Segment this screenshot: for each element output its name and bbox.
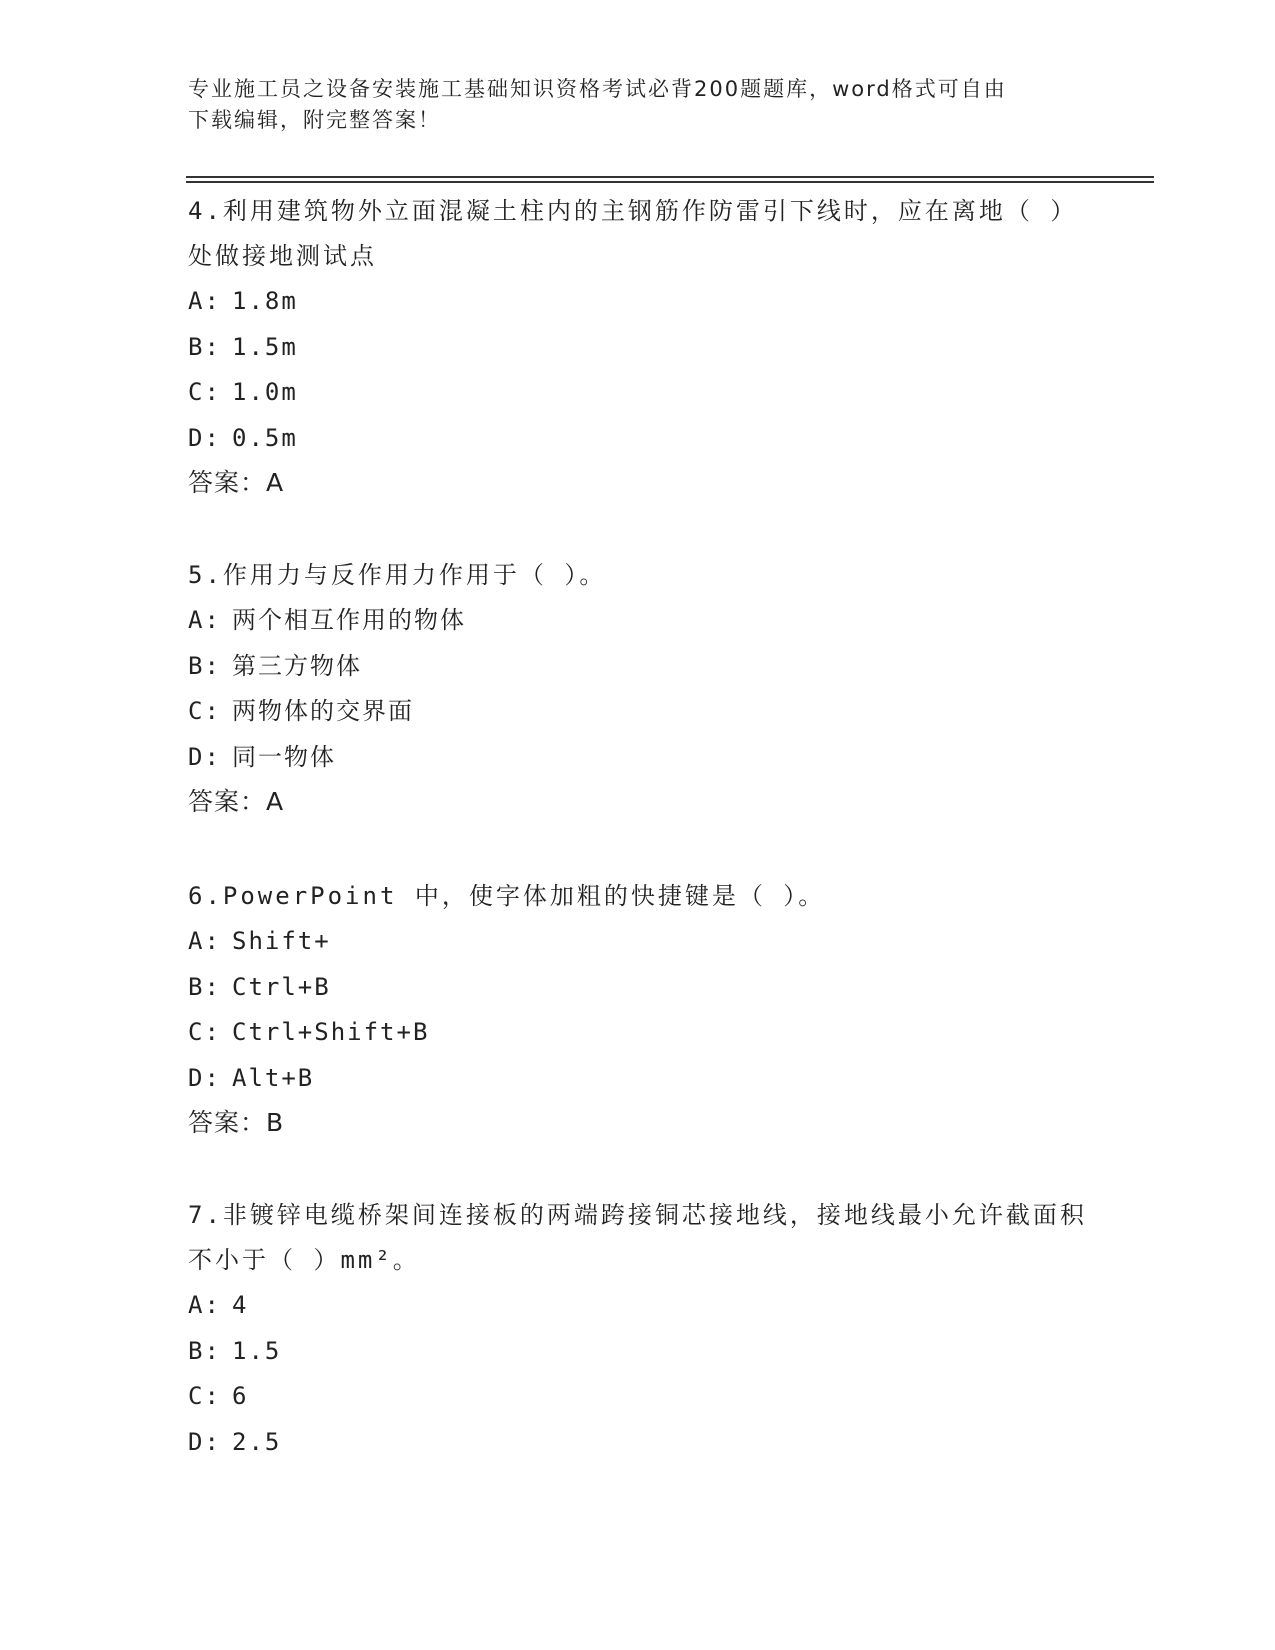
option-text: 1.0m bbox=[232, 378, 298, 406]
option-text: 0.5m bbox=[232, 423, 298, 452]
option-key: C: bbox=[188, 378, 221, 406]
option-text: 2.5 bbox=[232, 1427, 282, 1456]
question-stem: 7.非镀锌电缆桥架间连接板的两端跨接铜芯接地线，接地线最小允许截面积不小于（ ）mm²。 bbox=[188, 1201, 1087, 1274]
header-divider-bottom bbox=[186, 181, 1154, 183]
option-text: Alt+B bbox=[232, 1063, 315, 1092]
option-d bbox=[188, 416, 1088, 462]
option-key: C: bbox=[188, 1018, 221, 1046]
option-key: C: bbox=[188, 1382, 221, 1410]
option-text: 第三方物体 bbox=[232, 651, 362, 680]
answer-line: 答案：A bbox=[188, 787, 285, 816]
option-c bbox=[188, 1010, 1088, 1056]
document-header bbox=[188, 74, 1068, 136]
header-line-1: 专业施工员之设备安装施工基础知识资格考试必背200题题库，word格式可自由 bbox=[188, 77, 1007, 101]
option-key: B: bbox=[188, 332, 221, 361]
option-c bbox=[188, 689, 1088, 735]
option-b bbox=[188, 1329, 1088, 1375]
option-text: 两物体的交界面 bbox=[232, 697, 414, 725]
question-4 bbox=[188, 189, 1088, 505]
option-key: A: bbox=[188, 606, 221, 634]
option-key: B: bbox=[188, 1336, 221, 1365]
option-key: A: bbox=[188, 927, 221, 955]
option-key: A: bbox=[188, 287, 221, 315]
question-stem: 5.作用力与反作用力作用于（ ）。 bbox=[188, 561, 607, 589]
option-d bbox=[188, 1420, 1088, 1466]
option-key: D: bbox=[188, 1063, 221, 1092]
option-a bbox=[188, 1283, 1088, 1329]
question-stem: 6.PowerPoint 中，使字体加粗的快捷键是（ ）。 bbox=[188, 882, 826, 910]
option-a bbox=[188, 919, 1088, 965]
option-text: 同一物体 bbox=[232, 742, 336, 771]
option-text: 4 bbox=[232, 1291, 249, 1319]
question-5 bbox=[188, 553, 1088, 824]
option-key: D: bbox=[188, 742, 221, 771]
option-text: 两个相互作用的物体 bbox=[232, 606, 466, 634]
option-key: B: bbox=[188, 651, 221, 680]
answer-line: 答案：B bbox=[188, 1108, 285, 1137]
option-key: D: bbox=[188, 1427, 221, 1456]
option-text: Ctrl+Shift+B bbox=[232, 1018, 430, 1046]
question-stem: 4.利用建筑物外立面混凝土柱内的主钢筋作防雷引下线时，应在离地（ ）处做接地测试点 bbox=[188, 197, 1078, 270]
option-b bbox=[188, 965, 1088, 1011]
option-key: A: bbox=[188, 1291, 221, 1319]
option-text: 1.5m bbox=[232, 332, 298, 361]
option-text: Ctrl+B bbox=[232, 972, 331, 1001]
header-divider-top bbox=[186, 176, 1154, 178]
option-d bbox=[188, 735, 1088, 781]
option-key: D: bbox=[188, 423, 221, 452]
option-key: C: bbox=[188, 697, 221, 725]
answer-line: 答案：A bbox=[188, 468, 285, 497]
option-c bbox=[188, 370, 1088, 416]
option-c bbox=[188, 1374, 1088, 1420]
option-d bbox=[188, 1056, 1088, 1102]
option-text: 1.8m bbox=[232, 287, 298, 315]
question-6 bbox=[188, 874, 1088, 1145]
option-b bbox=[188, 644, 1088, 690]
option-a bbox=[188, 279, 1088, 325]
question-7 bbox=[188, 1193, 1088, 1465]
option-text: 1.5 bbox=[232, 1336, 282, 1365]
option-text: 6 bbox=[232, 1382, 249, 1410]
option-key: B: bbox=[188, 972, 221, 1001]
option-text: Shift+ bbox=[232, 927, 331, 955]
option-b bbox=[188, 325, 1088, 371]
header-line-2: 下载编辑，附完整答案！ bbox=[188, 108, 441, 132]
option-a bbox=[188, 598, 1088, 644]
